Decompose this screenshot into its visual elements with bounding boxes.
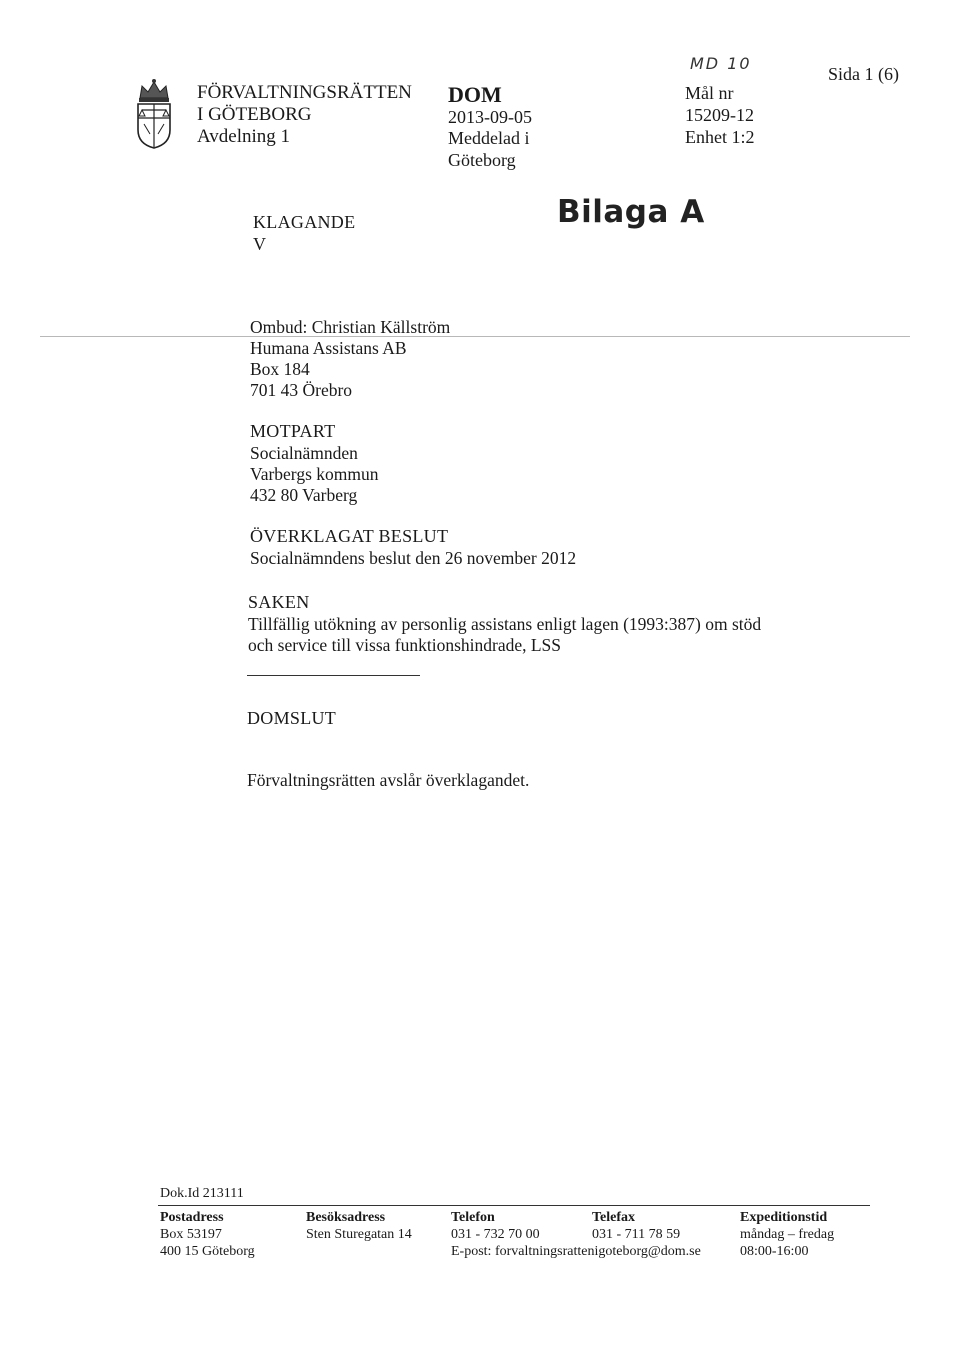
document-date: 2013-09-05 bbox=[448, 107, 532, 127]
overklagat-heading: ÖVERKLAGAT BESLUT bbox=[250, 526, 449, 546]
motpart-heading: MOTPART bbox=[250, 421, 336, 441]
footer-postadress-line1: Box 53197 bbox=[160, 1227, 222, 1242]
court-name-line2: I GÖTEBORG bbox=[197, 104, 312, 125]
meddelad-label: Meddelad i bbox=[448, 128, 530, 148]
court-name-line1: FÖRVALTNINGSRÄTTEN bbox=[197, 82, 412, 103]
scan-line bbox=[40, 336, 910, 337]
saken-line2: och service till vissa funktionshindrade, LSS bbox=[248, 635, 562, 655]
motpart-line2: Varbergs kommun bbox=[250, 464, 379, 484]
footer-besoksadress-label: Besöksadress bbox=[306, 1210, 386, 1225]
saken-heading: SAKEN bbox=[248, 592, 310, 612]
ombud-postal: 701 43 Örebro bbox=[250, 380, 353, 400]
footer-rule bbox=[158, 1205, 870, 1206]
saken-line1: Tillfällig utökning av personlig assistans enligt lagen (1993:387) om stöd bbox=[248, 614, 762, 634]
handwritten-note: MD 10 bbox=[690, 54, 752, 73]
footer-telefon-label: Telefon bbox=[451, 1210, 495, 1225]
footer-expeditionstid-line2: 08:00-16:00 bbox=[740, 1244, 809, 1259]
footer-postadress-line2: 400 15 Göteborg bbox=[160, 1244, 255, 1259]
footer-telefax-line1: 031 - 711 78 59 bbox=[592, 1227, 681, 1242]
meddelad-place: Göteborg bbox=[448, 150, 516, 170]
bilaga-stamp: Bilaga A bbox=[557, 194, 705, 230]
footer-expeditionstid-label: Expeditionstid bbox=[740, 1210, 828, 1225]
overklagat-text: Socialnämndens beslut den 26 november 2012 bbox=[250, 548, 577, 568]
section-divider bbox=[247, 675, 420, 676]
motpart-line1: Socialnämnden bbox=[250, 443, 358, 463]
document-type: DOM bbox=[448, 82, 502, 107]
ombud-box: Box 184 bbox=[250, 359, 310, 379]
case-number-label: Mål nr bbox=[685, 83, 734, 103]
footer-besoksadress-line1: Sten Sturegatan 14 bbox=[306, 1227, 412, 1242]
footer-email: E-post: forvaltningsrattenigoteborg@dom.se bbox=[451, 1244, 701, 1259]
ombud-line: Ombud: Christian Källström bbox=[250, 317, 451, 337]
motpart-line3: 432 80 Varberg bbox=[250, 485, 358, 505]
court-emblem-icon bbox=[132, 78, 176, 150]
page-number: Sida 1 (6) bbox=[828, 64, 899, 84]
unit-label: Enhet 1:2 bbox=[685, 127, 755, 147]
klagande-name: V bbox=[253, 234, 267, 254]
ombud-company: Humana Assistans AB bbox=[250, 338, 407, 358]
footer-expeditionstid-line1: måndag – fredag bbox=[740, 1227, 835, 1242]
footer-telefon-line1: 031 - 732 70 00 bbox=[451, 1227, 540, 1242]
domslut-text: Förvaltningsrätten avslår överklagandet. bbox=[247, 770, 530, 790]
footer-telefax-label: Telefax bbox=[592, 1210, 636, 1225]
domslut-heading: DOMSLUT bbox=[247, 708, 337, 728]
footer-postadress-label: Postadress bbox=[160, 1210, 224, 1225]
document-id: Dok.Id 213111 bbox=[160, 1186, 244, 1201]
court-department: Avdelning 1 bbox=[197, 126, 291, 147]
klagande-heading: KLAGANDE bbox=[253, 212, 356, 232]
case-number: 15209-12 bbox=[685, 105, 754, 125]
